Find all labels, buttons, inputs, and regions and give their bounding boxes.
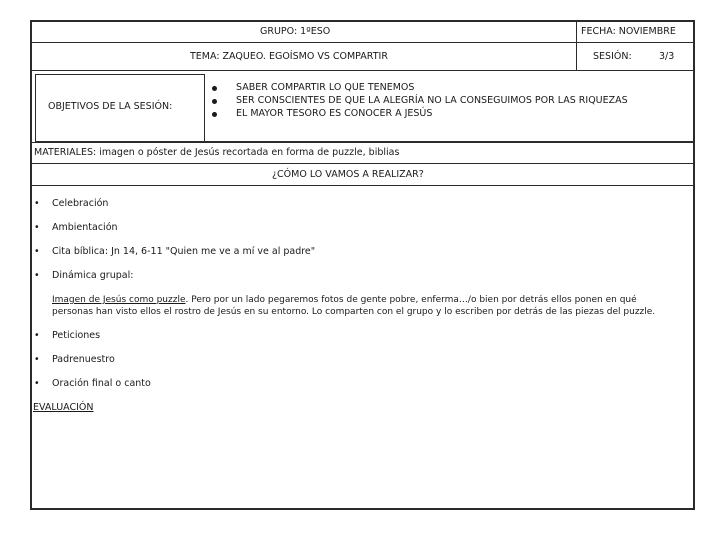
bullet-icon: • [34,222,40,233]
tema-cell [32,43,577,71]
fecha-cell [577,22,695,43]
sesion-cell [577,43,695,71]
como-title: ¿CÓMO LO VAMOS A REALIZAR? [272,169,424,180]
evaluacion-heading: EVALUACIÓN [33,402,94,413]
step-item: Celebración [52,198,109,209]
sesion-label: SESIÓN: [593,51,632,62]
step-item: Dinámica grupal: [52,270,134,281]
step-item: Ambientación [52,222,118,233]
dinamica-description [52,294,672,318]
tema-text: TEMA: ZAQUEO. EGOÍSMO VS COMPARTIR [190,51,388,62]
objetivos-label-cell [35,74,205,142]
objetivos-label: OBJETIVOS DE LA SESIÓN: [48,101,173,112]
lesson-plan-sheet [30,20,695,510]
bullet-icon [212,112,217,117]
sesion-value: 3/3 [659,51,675,62]
step-item: Oración final o canto [52,378,151,389]
bullet-icon: • [34,378,40,389]
bullet-icon [212,99,217,104]
como-title-row [32,164,695,186]
materiales-row [32,142,695,164]
bullet-icon: • [34,270,40,281]
grupo-cell [32,22,577,43]
grupo-text: GRUPO: 1ºESO [260,26,331,37]
dinamica-title: Imagen de Jesús como puzzle [52,295,186,305]
step-item: Cita bíblica: Jn 14, 6-11 "Quien me ve a mí ve al padre" [52,246,316,257]
step-item: Padrenuestro [52,354,115,365]
objetivos-list-cell: SABER COMPARTIR LO QUE TENEMOS SER CONSCIENTES DE QUE LA ALEGRÍA NO LA CONSEGUIMOS POR LAS RIQUEZAS EL MAYOR TESORO ES CONOCER A JESÚS [205,74,695,142]
bullet-icon [212,86,217,91]
dinamica-text: . Pero por un lado pegaremos fotos de gente pobre, enferma…/o bien por detrás ellos ponen en qué personas han visto ellos el rostro de Jesús en su entorno. Lo comparten con el grupo y lo escriben por detrás de las piezas del puzzle. [52,295,656,317]
materiales-text: MATERIALES: imagen o póster de Jesús recortada en forma de puzzle, biblias [34,147,400,158]
fecha-text: FECHA: NOVIEMBRE [581,26,676,37]
bullet-icon: • [34,354,40,365]
bullet-icon: • [34,198,40,209]
step-item: Peticiones [52,330,101,341]
bullet-icon: • [34,330,40,341]
bullet-icon: • [34,246,40,257]
